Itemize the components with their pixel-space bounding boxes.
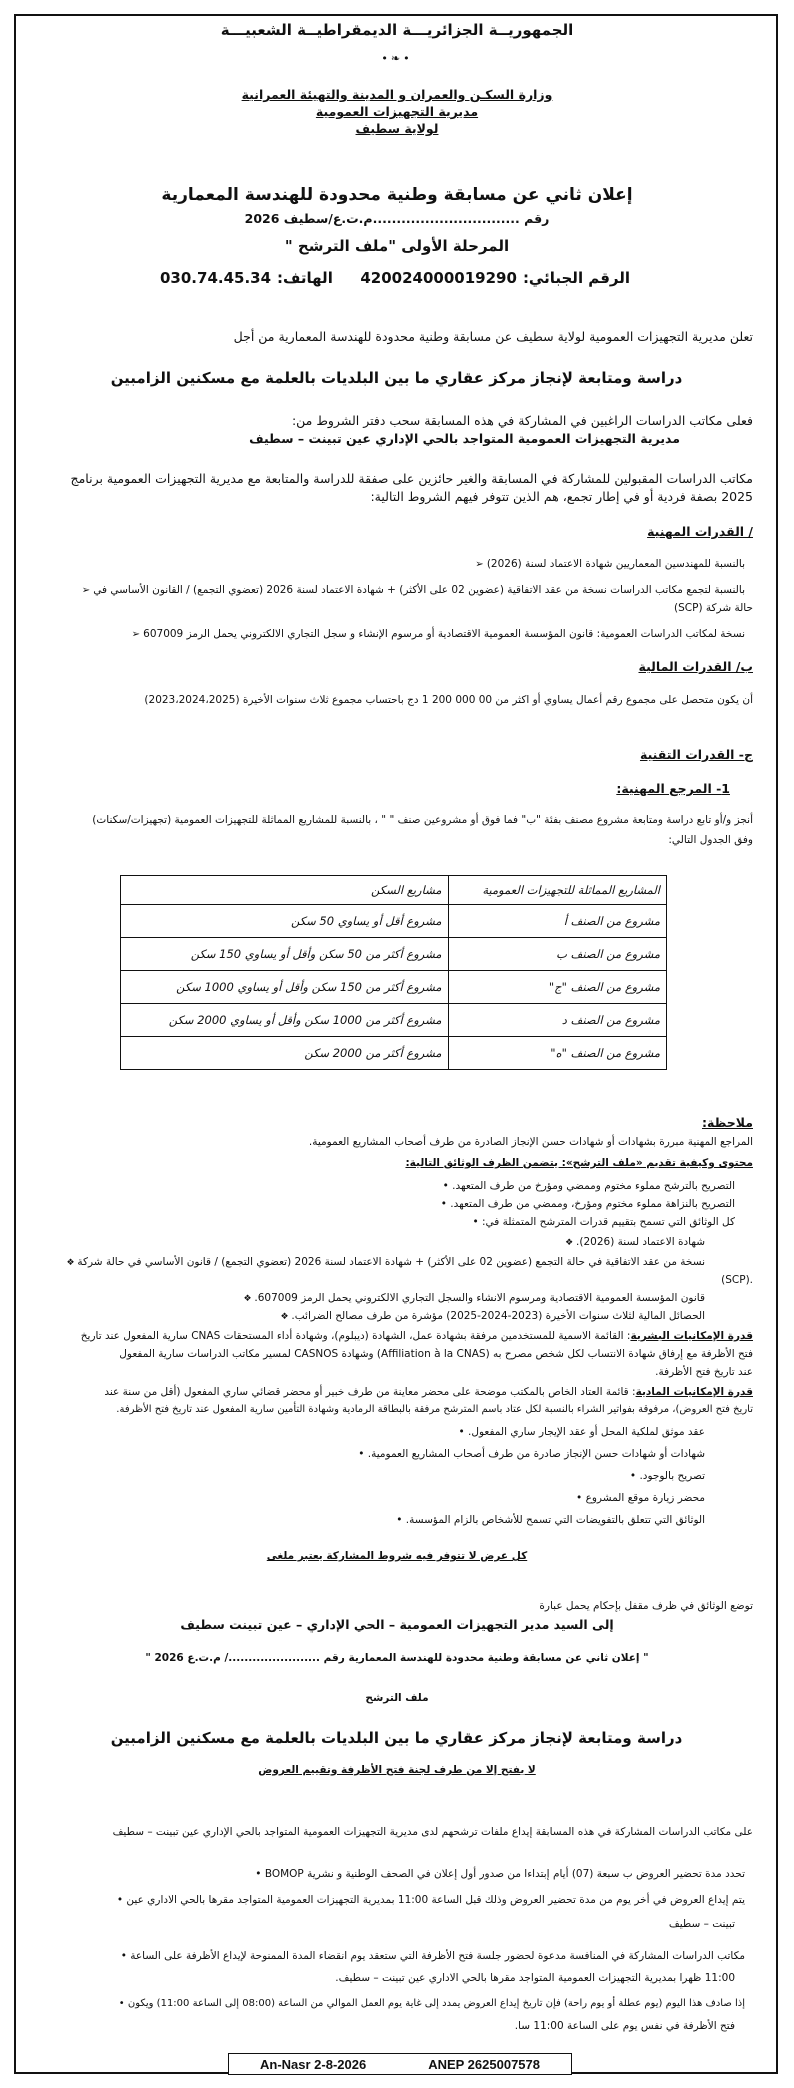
envelope-reference: " إعلان ثاني عن مسابقة وطنية محدودة للهندسة المعمارية رقم ......................./ م.ت.ع 2026 " bbox=[145, 1652, 649, 1664]
contents-item-1: التصريح بالترشح مملوء مختوم وممضي ومؤرخ من طرف المتعهد. • bbox=[40, 1180, 735, 1192]
material-bullet-2: شهادات أو شهادات حسن الإنجاز صادرة من طرف أصحاب المشاريع العمومية. • bbox=[40, 1448, 705, 1460]
material-capacity-text-1: : قائمة العتاد الخاص بالمكتب موضحة على محضر معاينة من طرف خبير أو محضر قضائي ساري المفعول (أقل من سنة عند bbox=[104, 1386, 636, 1398]
reference-table bbox=[120, 875, 667, 1070]
contents-sub-item-2-cont: (SCP). bbox=[721, 1274, 753, 1286]
envelope-project: دراسة ومتابعة لإنجاز مركز عقاري ما بين البلديات بالعلمة مع مسكنين الزامبين bbox=[110, 1729, 683, 1747]
contents-sub-item-2: نسخة من عقد الاتفاقية في حالة التجمع (عضوين 02 على الأكثر) + شهادة الاعتماد لسنة 2026 (تعضوي التجمع) / قانون الأساسي في حالة شركة ❖ bbox=[40, 1256, 705, 1268]
professional-item-1: بالنسبة للمهندسين المعماريين شهادة الاعتماد لسنة (2026) ➢ bbox=[40, 558, 745, 571]
withdrawal-address: مديرية التجهيزات العمومية المتواجد بالحي الإداري عين تبينت – سطيف bbox=[249, 431, 680, 446]
table-row bbox=[121, 905, 667, 938]
human-capacity-line-1 bbox=[40, 1330, 753, 1342]
envelope-dossier: ملف الترشح bbox=[365, 1692, 429, 1704]
table-cell: مشروع من الصنف د bbox=[448, 1004, 666, 1037]
contents-sub-item-1: شهادة الاعتماد لسنة (2026). ❖ bbox=[40, 1236, 705, 1248]
publication-footer bbox=[228, 2053, 572, 2075]
intro-line-2: فعلى مكاتب الدراسات الراغبين في المشاركة في هذه المسابقة سحب دفتر الشروط من: bbox=[291, 413, 753, 428]
table-row bbox=[121, 1037, 667, 1070]
closing-item-3-cont: 11:00 ظهرا بمديرية التجهيزات العمومية المتواجد مقرها بالحي الاداري عين تبينت – سطيف. bbox=[335, 1972, 735, 1984]
excluded-note: كل عرض لا تتوفر فيه شروط المشاركة يعتبر ملغى bbox=[266, 1550, 528, 1562]
table-row bbox=[121, 938, 667, 971]
envelope-recipient: إلى السيد مدير التجهيزات العمومية – الحي الإداري – عين تبينت سطيف bbox=[180, 1617, 614, 1632]
closing-item-4-cont: فتح الأظرفة في نفس يوم على الساعة 11:00 سا. bbox=[514, 2020, 735, 2032]
human-capacity-line-2: فتح الأظرفة مع إرفاق شهادة الانتساب لكل شخص مصرح به (Affiliation à la CNAS) وشهادة CASNOS لمسير مكاتب الدراسات سارية المفعول bbox=[119, 1348, 753, 1360]
closing-paragraph: على مكاتب الدراسات المشاركة في هذه المسابقة إيداع ملفات ترشحهم لدى مديرية التجهيزات العمومية المتواجد بالحي الإداري عين تبينت – سطيف bbox=[112, 1826, 753, 1838]
phone-number: 030.74.45.34 bbox=[160, 269, 272, 287]
closing-item-4: إذا صادف هذا اليوم (يوم عطلة أو يوم راحة) فإن تاريخ إيداع العروض يمدد إلى غاية يوم العمل الموالي من الساعة (08:00 إلى الساعة 11:00) ويكون • bbox=[40, 1998, 745, 2010]
table-header-row bbox=[121, 876, 667, 905]
intro-line-3: مكاتب الدراسات المقبولين للمشاركة في المسابقة والغير حائزين على صفقة للدراسة والمتابعة مع مديرية التجهيزات العمومية برنامج bbox=[70, 471, 753, 486]
fiscal-number: 420024000019290 bbox=[360, 269, 517, 287]
closing-item-2: يتم إيداع العروض في أخر يوم من مدة تحضير العروض وذلك قبل الساعة 11:00 بمديرية التجهيزات العمومية المتواجد مقرها بالحي الاداري عين • bbox=[40, 1894, 745, 1906]
material-capacity-heading: قدرة الإمكانيات المادية bbox=[635, 1386, 753, 1398]
newspaper-date: An-Nasr 2-8-2026 bbox=[259, 2056, 367, 2072]
table-row bbox=[121, 1004, 667, 1037]
material-bullet-4: محضر زيارة موقع المشروع • bbox=[40, 1492, 705, 1504]
table-cell: مشروع أكثر من 2000 سكن bbox=[121, 1037, 449, 1070]
technical-subheading: 1- المرجع المهنية: bbox=[616, 781, 730, 796]
technical-text-2: وفق الجدول التالي: bbox=[668, 834, 753, 846]
envelope-line-1: توضع الوثائق في ظرف مقفل بإحكام يحمل عبارة bbox=[539, 1600, 753, 1612]
anep-reference: ANEP 2625007578 bbox=[428, 2056, 540, 2072]
remark-text: المراجع المهنية مبررة بشهادات أو شهادات حسن الإنجاز الصادرة من طرف أصحاب المشاريع العمومية. bbox=[308, 1136, 753, 1148]
financial-heading: ب/ القدرات المالية bbox=[638, 659, 753, 674]
material-bullet-3: تصريح بالوجود. • bbox=[40, 1470, 705, 1482]
professional-heading: / القدرات المهنية bbox=[647, 524, 753, 539]
material-bullet-1: عقد موثق لملكية المحل أو عقد الإيجار ساري المفعول. • bbox=[40, 1426, 705, 1438]
professional-item-2: بالنسبة لتجمع مكاتب الدراسات نسخة من عقد الاتفاقية (عضوين 02 على الأكثر) + شهادة الاعتماد لسنة 2026 (تعضوي التجمع) / القانون الأساسي في ➢ bbox=[40, 584, 745, 597]
table-header-cell: المشاريع المماثلة للتجهيزات العمومية bbox=[448, 876, 666, 905]
intro-line-4: 2025 بصفة فردية أو في إطار تجمع، هم الذين تتوفر فيهم الشروط التالية: bbox=[370, 489, 753, 504]
wilaya-name: لولاية سطيف bbox=[355, 121, 439, 136]
table-header-cell: مشاريع السكن bbox=[121, 876, 449, 905]
professional-item-3: نسخة لمكاتب الدراسات العمومية: قانون المؤسسة العمومية الاقتصادية أو مرسوم الإنشاء و سجل التجاري الالكتروني يحمل الرمز 607009 ➢ bbox=[40, 628, 745, 641]
contents-item-3: كل الوثائق التي تسمح بتقييم قدرات المترشح المتمثلة في: • bbox=[40, 1216, 735, 1228]
remark-heading: ملاحظة: bbox=[702, 1115, 753, 1130]
material-bullet-5: الوثائق التي تتعلق بالتفويضات التي تسمح للأشخاص بالزام المؤسسة. • bbox=[40, 1514, 705, 1526]
directorate-name: مديرية التجهيزات العمومية bbox=[315, 104, 479, 119]
notice-number: رقم ...............................م.ت.ع/سطيف 2026 bbox=[244, 211, 550, 226]
professional-item-2-cont: حالة شركة (SCP) bbox=[674, 602, 753, 614]
notice-title: إعلان ثاني عن مسابقة وطنية محدودة للهندسة المعمارية bbox=[161, 185, 633, 205]
republic-heading: الجمهوريــة الجزائريـــة الديمقراطيــة الشعبيـــة bbox=[220, 21, 574, 39]
project-title: دراسة ومتابعة لإنجاز مركز عقاري ما بين البلديات بالعلمة مع مسكنين الزامبين bbox=[110, 369, 683, 387]
human-capacity-heading: قدرة الإمكانيات البشرية bbox=[630, 1330, 753, 1342]
technical-text-1: أنجز و/أو تابع دراسة ومتابعة مشروع مصنف بفئة "ب" فما فوق أو مشروعين صنف " " ، بالنسبة للمشاريع المماثلة للتجهيزات العمومية (تجهيزات/سكنات) bbox=[92, 814, 753, 826]
contents-heading: محتوى وكيفية تقديم «ملف الترشح»: يتضمن الظرف الوثائق التالية: bbox=[405, 1157, 753, 1169]
table-cell: مشروع من الصنف "ه" bbox=[448, 1037, 666, 1070]
closing-item-1: تحدد مدة تحضير العروض ب سبعة (07) أيام إبتداءا من صدور أول إعلان في الصحف الوطنية و نشرية BOMOP • bbox=[40, 1868, 745, 1880]
closing-item-3: مكاتب الدراسات المشاركة في المنافسة مدعوة لحضور جلسة فتح الأظرفة التي ستعقد يوم انقضاء المدة الممنوحة لإيداع الأظرفة على الساعة • bbox=[40, 1950, 745, 1962]
ornament-divider: •❧• bbox=[381, 52, 413, 65]
table-cell: مشروع من الصنف أ bbox=[448, 905, 666, 938]
fiscal-label: الرقم الجبائي: bbox=[522, 269, 630, 287]
phone-label: الهاتف: bbox=[277, 269, 333, 287]
contents-sub-item-3: قانون المؤسسة العمومية الاقتصادية ومرسوم الانشاء والسجل التجاري الالكتروني يحمل الرمز 607009. ❖ bbox=[40, 1292, 705, 1304]
table-cell: مشروع أقل أو يساوي 50 سكن bbox=[121, 905, 449, 938]
table-cell: مشروع أكثر من 150 سكن وأقل أو يساوي 1000 سكن bbox=[121, 971, 449, 1004]
human-capacity-text-1: : القائمة الاسمية للمستخدمين مرفقة بشهادة عمل، الشهادة (ديبلوم)، وشهادة أداء المستحقات CNAS سارية المفعول عند تاريخ bbox=[80, 1330, 631, 1342]
table-row bbox=[121, 971, 667, 1004]
contents-item-2: التصريح بالنزاهة مملوء مختوم ومؤرخ، وممضي من طرف المتعهد. • bbox=[40, 1198, 735, 1210]
table-cell: مشروع من الصنف ب bbox=[448, 938, 666, 971]
contents-sub-item-4: الحصائل المالية لثلاث سنوات الأخيرة (2023-2024-2025) مؤشرة من طرف مصالح الضرائب. ❖ bbox=[40, 1310, 705, 1322]
contact-line bbox=[160, 270, 630, 287]
financial-text: أن يكون متحصل على مجموع رقم أعمال يساوي أو اكثر من 00 000 200 1 دج باحتساب مجموع ثلاث سنوات الأخيرة (2023،2024،2025) bbox=[144, 694, 753, 706]
material-capacity-line-1 bbox=[40, 1386, 753, 1398]
table-cell: مشروع أكثر من 1000 سكن وأقل أو يساوي 2000 سكن bbox=[121, 1004, 449, 1037]
table-cell: مشروع من الصنف "ج" bbox=[448, 971, 666, 1004]
human-capacity-line-3: عند تاريخ فتح الأظرفة. bbox=[655, 1366, 753, 1378]
closing-item-2-cont: تبينت – سطيف bbox=[668, 1918, 735, 1930]
technical-heading: ج- القدرات التقنية bbox=[639, 747, 753, 762]
intro-line-1: تعلن مديرية التجهيزات العمومية لولاية سطيف عن مسابقة وطنية محدودة للهندسة المعمارية من أجل bbox=[233, 329, 753, 344]
notice-phase: المرحلة الأولى "ملف الترشح " bbox=[284, 237, 510, 255]
ministry-name: وزارة السكـن والعمران و المدينة والتهيئة العمرانية bbox=[241, 87, 553, 102]
envelope-note: لا يفتح إلا من طرف لجنة فتح الأظرفة وتقييم العروض bbox=[258, 1764, 536, 1776]
material-capacity-line-2: تاريخ فتح العروض)، مرفوقة بفواتير الشراء بالنسبة لكل عتاد باسم المترشح مرفقة بالبطاقة الرمادية وشهادة التأمين سارية المفعول عند تاريخ فتح الأظرفة. bbox=[116, 1404, 753, 1415]
table-cell: مشروع أكثر من 50 سكن وأقل أو يساوي 150 سكن bbox=[121, 938, 449, 971]
